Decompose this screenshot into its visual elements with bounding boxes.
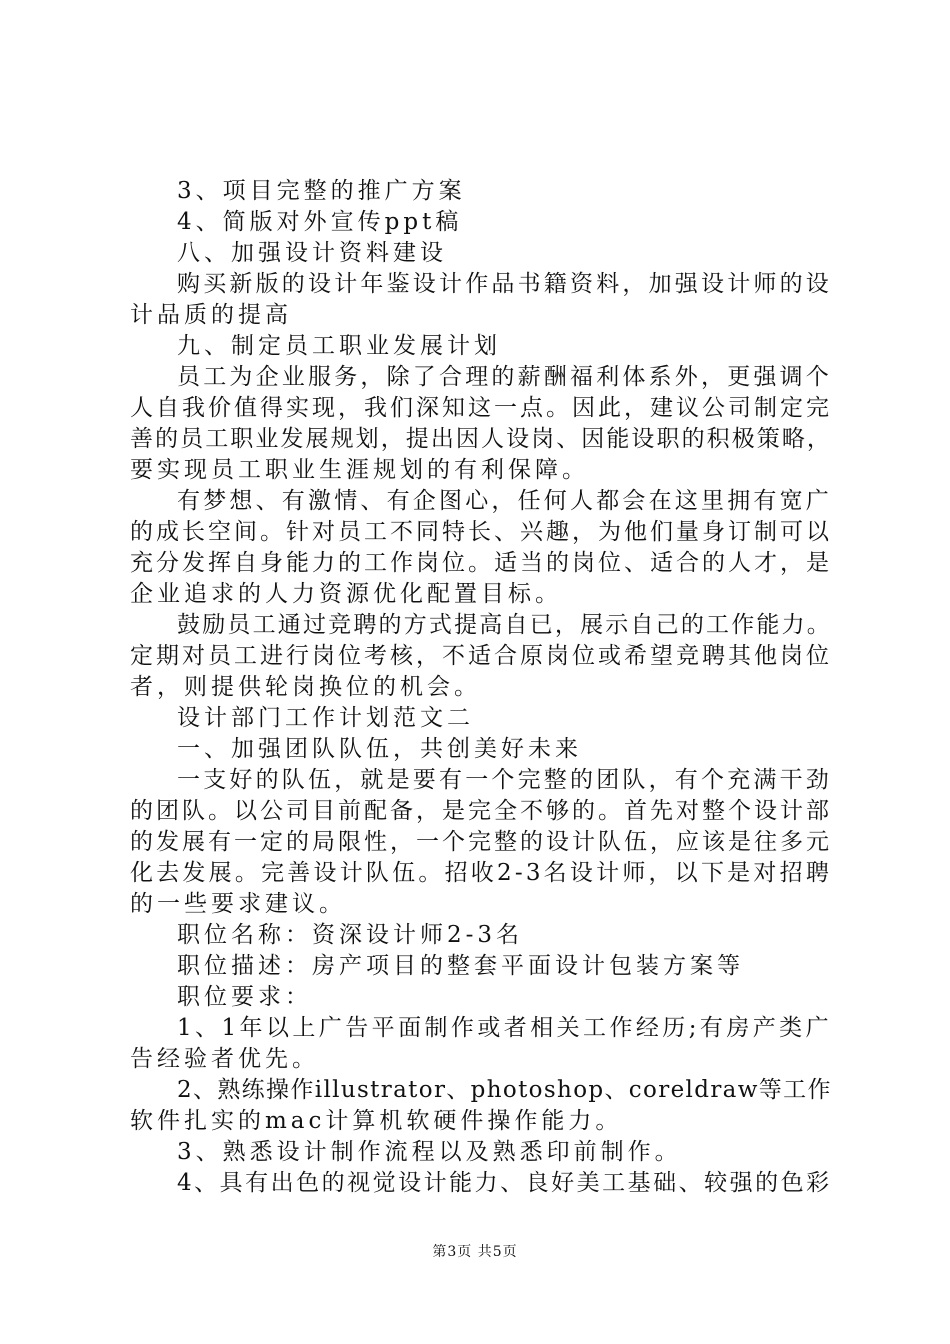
text-line: 软件扎实的mac计算机软硬件操作能力。 bbox=[130, 1108, 623, 1134]
text-line: 九、制定员工职业发展计划 bbox=[177, 333, 501, 359]
text-line: 要实现员工职业生涯规划的有利保障。 bbox=[130, 457, 589, 483]
text-line: 4、具有出色的视觉设计能力、良好美工基础、较强的色彩 bbox=[177, 1170, 832, 1196]
text-line: 的团队。以公司目前配备，是完全不够的。首先对整个设计部 bbox=[130, 798, 832, 824]
text-line: 的发展有一定的局限性，一个完整的设计队伍，应该是往多元 bbox=[130, 829, 832, 855]
text-line: 1、1年以上广告平面制作或者相关工作经历;有房产类广 bbox=[177, 1015, 833, 1041]
text-line: 定期对员工进行岗位考核，不适合原岗位或希望竞聘其他岗位 bbox=[130, 643, 832, 669]
text-line: 职位名称：资深设计师2-3名 bbox=[177, 922, 524, 948]
text-line: 告经验者优先。 bbox=[130, 1046, 319, 1072]
text-line: 购买新版的设计年鉴设计作品书籍资料，加强设计师的设 bbox=[177, 271, 832, 297]
text-line: 职位要求： bbox=[177, 984, 312, 1010]
text-line: 八、加强设计资料建设 bbox=[177, 240, 447, 266]
text-line: 职位描述：房产项目的整套平面设计包装方案等 bbox=[177, 953, 744, 979]
text-line: 一、加强团队队伍，共创美好未来 bbox=[177, 736, 582, 762]
text-line: 善的员工职业发展规划，提出因人设岗、因能设职的积极策略， bbox=[130, 426, 832, 452]
text-line: 企业追求的人力资源优化配置目标。 bbox=[130, 581, 562, 607]
text-line: 4、简版对外宣传ppt稿 bbox=[177, 209, 463, 235]
text-line: 者，则提供轮岗换位的机会。 bbox=[130, 674, 481, 700]
text-line: 有梦想、有激情、有企图心，任何人都会在这里拥有宽广 bbox=[177, 488, 832, 514]
text-line: 3、熟悉设计制作流程以及熟悉印前制作。 bbox=[177, 1139, 682, 1165]
text-line: 充分发挥自身能力的工作岗位。适当的岗位、适合的人才，是 bbox=[130, 550, 832, 576]
text-line: 计品质的提高 bbox=[130, 302, 292, 328]
text-line: 化去发展。完善设计队伍。招收2-3名设计师，以下是对招聘 bbox=[130, 860, 833, 886]
text-line: 人自我价值得实现，我们深知这一点。因此，建议公司制定完 bbox=[130, 395, 832, 421]
text-line: 3、项目完整的推广方案 bbox=[177, 178, 466, 204]
text-line: 的一些要求建议。 bbox=[130, 891, 346, 917]
text-line: 设计部门工作计划范文二 bbox=[177, 705, 474, 731]
text-line: 员工为企业服务，除了合理的薪酬福利体系外，更强调个 bbox=[177, 364, 832, 390]
text-line: 一支好的队伍，就是要有一个完整的团队，有个充满干劲 bbox=[177, 767, 832, 793]
text-line: 2、熟练操作illustrator、photoshop、coreldraw等工作 bbox=[177, 1077, 832, 1103]
page-footer: 第3页 共5页 bbox=[432, 1244, 518, 1260]
text-line: 的成长空间。针对员工不同特长、兴趣，为他们量身订制可以 bbox=[130, 519, 832, 545]
text-line: 鼓励员工通过竞聘的方式提高自已，展示自己的工作能力。 bbox=[177, 612, 832, 638]
